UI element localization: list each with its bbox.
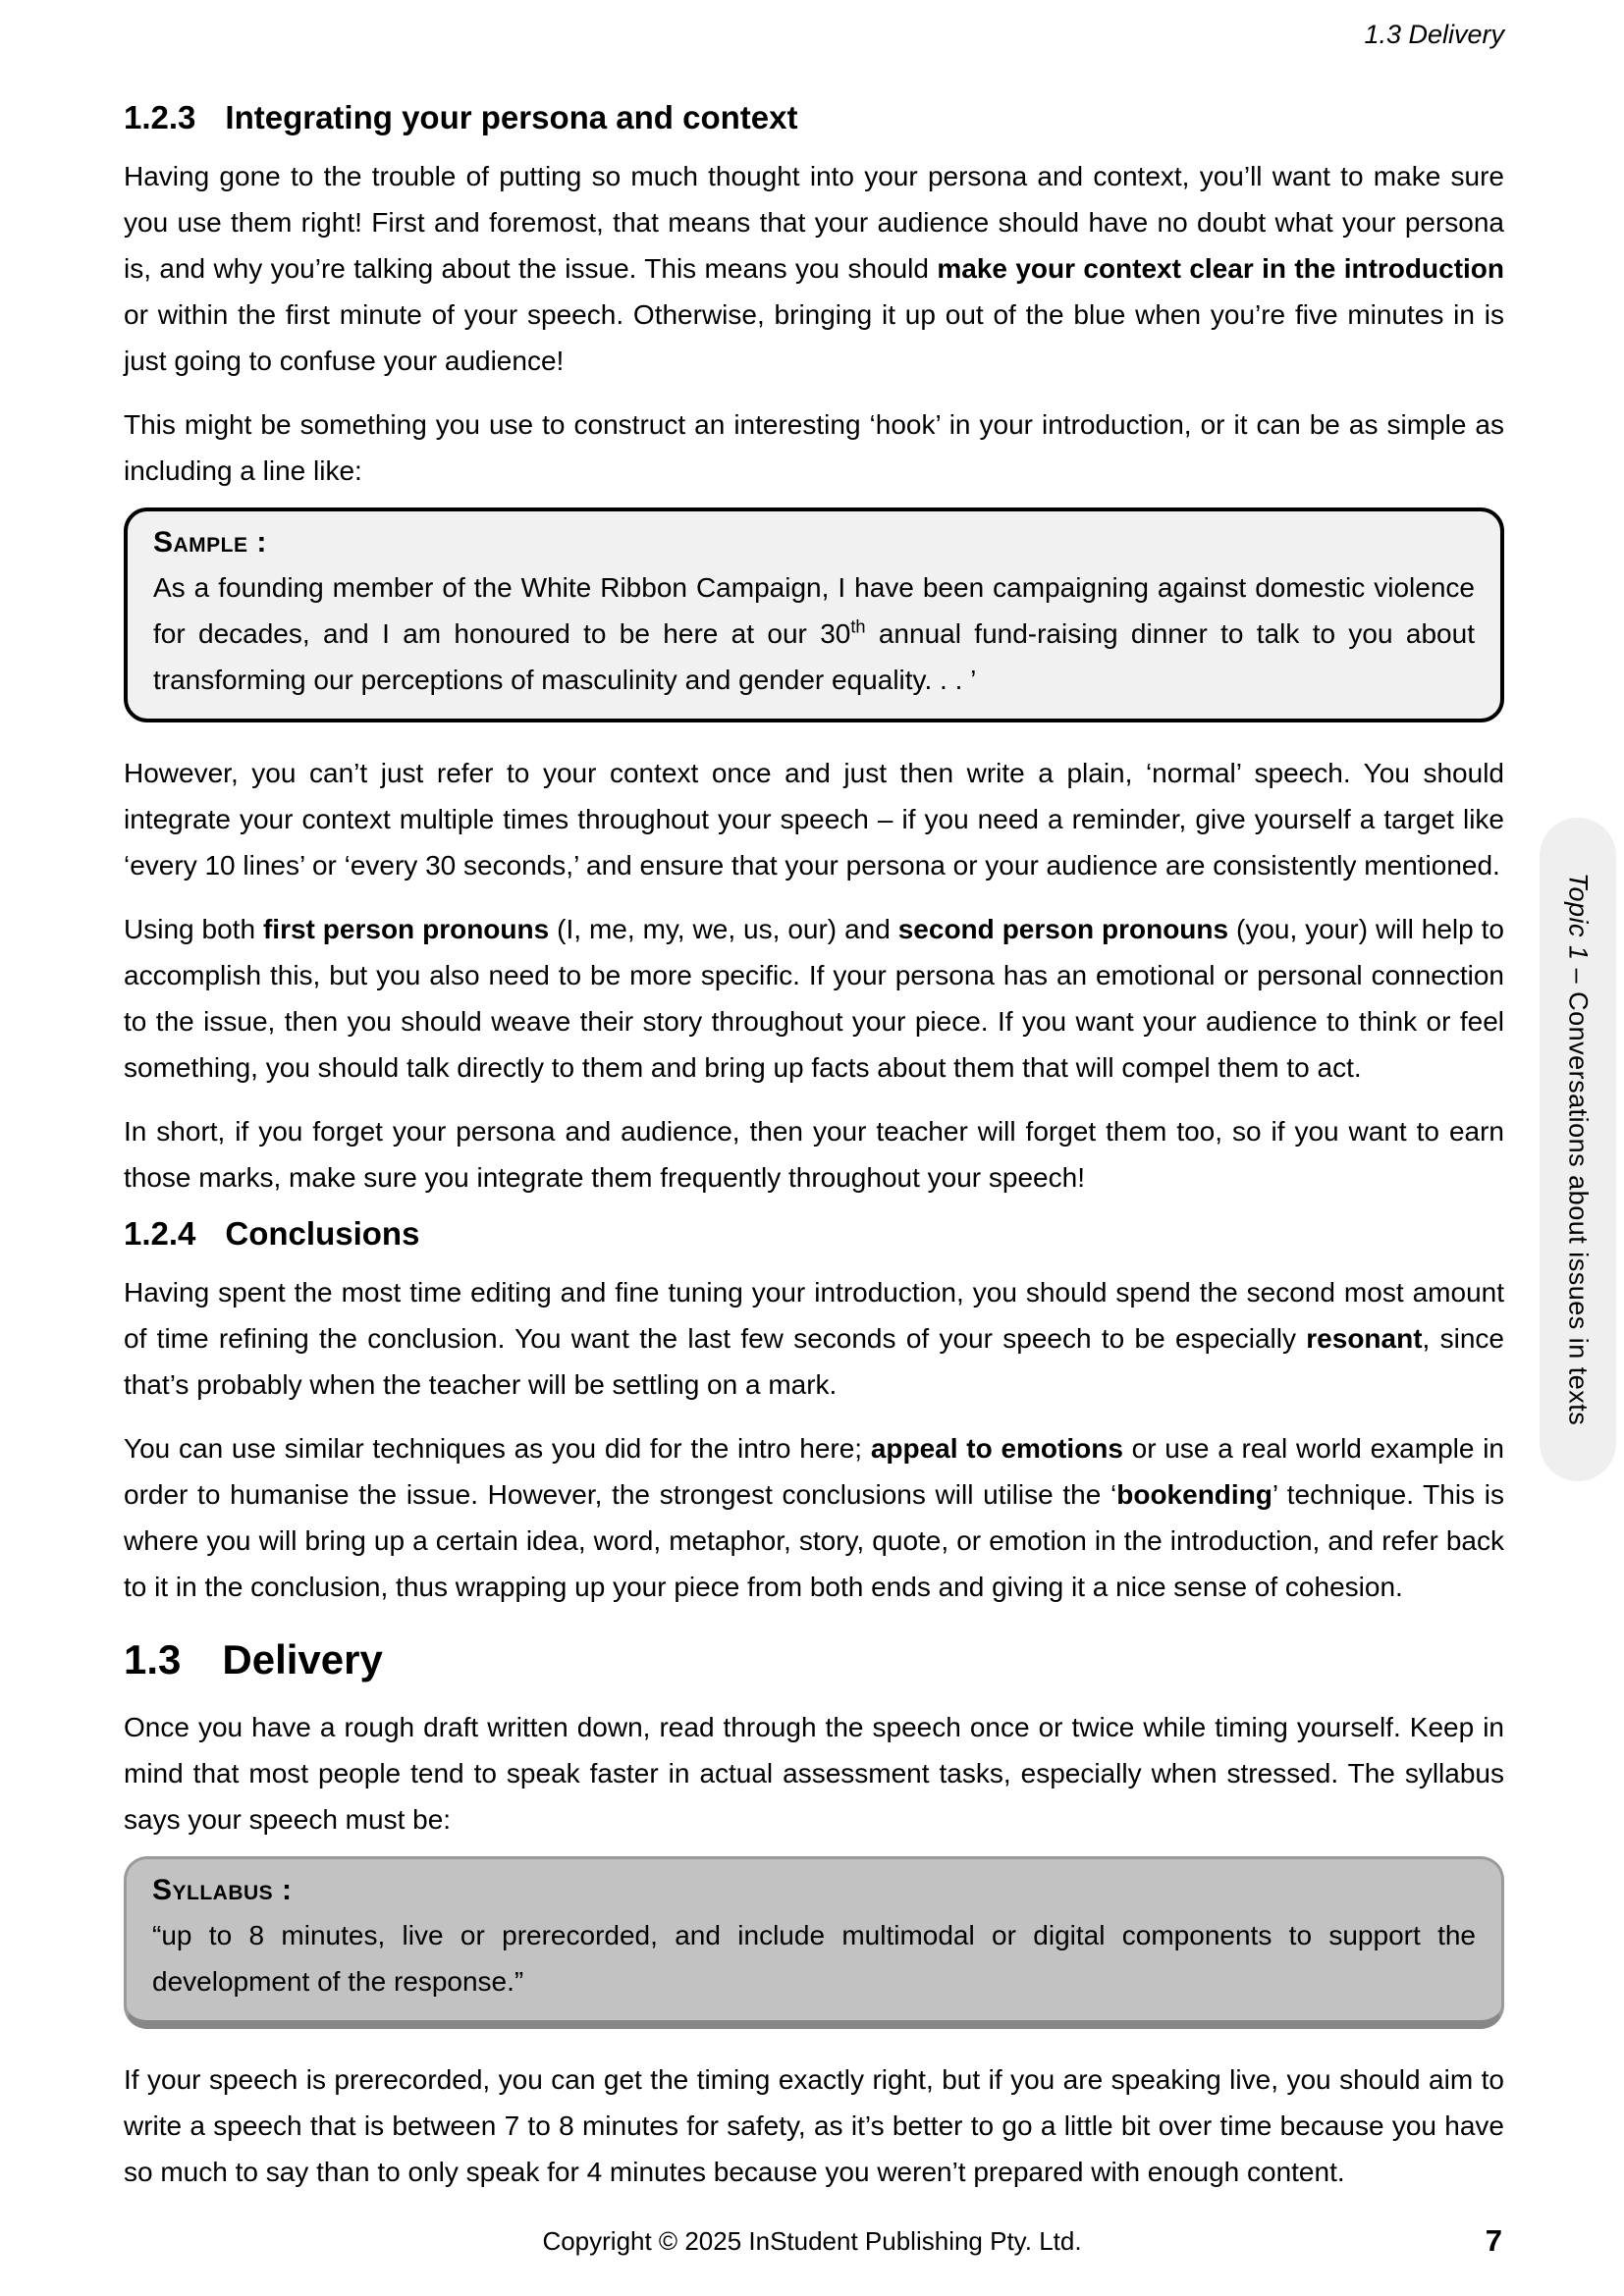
section-heading-1-2-4 [124, 1214, 1504, 1254]
paragraph-timing: If your speech is prerecorded, you can get the timing exactly right, but if you are speaking live, you should aim to write a speech that is between 7 to 8 minutes for safety, as it’s better to go a little bit over time because you have so much to say than to only speak for 4 minutes because you weren’t prepared with enough content. [124, 2064, 1504, 2187]
syllabus-box-label: Syllabus : [152, 1874, 293, 1906]
section-heading-1-3 [124, 1635, 1504, 1684]
sample-box [124, 507, 1504, 722]
paragraph-in-short: In short, if you forget your persona and audience, then your teacher will forget them too, so if you want to earn those marks, make sure you integrate them frequently throughout your speech! [124, 1116, 1504, 1193]
sample-box-label: Sample : [153, 526, 267, 559]
paragraph-hook-intro: This might be something you use to construct an interesting ‘hook’ in your introduction, or it can be as simple as including a line like: [124, 409, 1504, 486]
page-content [124, 0, 1504, 2213]
section-title: Conclusions [225, 1215, 420, 1252]
paragraph-pronouns: Using both first person pronouns (I, me, my, we, us, our) and second person pronouns (you, your) will help to accomplish this, but you also need to be more specific. If your persona has an emotional or personal connection to the issue, then you should weave their story throughout your piece. If you want your audience to think or feel something, you should talk directly to them and bring up facts about them that will compel them to act. [124, 914, 1505, 1083]
section-number: 1.2.4 [124, 1215, 196, 1252]
section-title: Integrating your persona and context [225, 99, 798, 135]
footer-copyright: Copyright © 2025 InStudent Publishing Pty. Ltd. [542, 2226, 1082, 2256]
section-number: 1.2.3 [124, 99, 196, 135]
section-number: 1.3 [124, 1636, 182, 1682]
sample-box-body: As a founding member of the White Ribbon Campaign, I have been campaigning against domestic violence for decades, and I am honoured to be here at our 30th annual fund-raising dinner to talk to you about transforming our perceptions of masculinity and gender equality. . . ’ [153, 572, 1475, 695]
page-number: 7 [1485, 2223, 1502, 2258]
running-header: 1.3 Delivery [1364, 20, 1504, 49]
side-tab-topic-1 [1540, 818, 1616, 1481]
section-heading-1-2-3 [124, 98, 1504, 137]
paragraph-integrate-context: However, you can’t just refer to your context once and just then write a plain, ‘normal’ speech. You should integrate your context multiple times throughout your speech – if you need a reminder, give yourself a target like ‘every 10 lines’ or ‘every 30 seconds,’ and ensure that your persona or your audience are consistently mentioned. [124, 758, 1504, 881]
paragraph-rough-draft: Once you have a rough draft written down, read through the speech once or twice while timing yourself. Keep in mind that most people tend to speak faster in actual assessment tasks, especially when stressed. The syllabus says your speech must be: [124, 1712, 1504, 1835]
paragraph-bookending: You can use similar techniques as you did for the intro here; appeal to emotions or use a real world example in order to humanise the issue. However, the strongest conclusions will utilise the ‘bookending’ technique. This is where you will bring up a certain idea, word, metaphor, story, quote, or emotion in the introduction, and refer back to it in the conclusion, thus wrapping up your piece from both ends and giving it a nice sense of cohesion. [124, 1433, 1504, 1602]
syllabus-box [124, 1856, 1504, 2029]
paragraph-persona-context: Having gone to the trouble of putting so much thought into your persona and context, you’ll want to make sure you use them right! First and foremost, that means that your audience should have no doubt what your persona is, and why you’re talking about the issue. This means you should make your context clear in the introduction or within the first minute of your speech. Otherwise, bringing it up out of the blue when you’re five minutes in is just going to confuse your audience! [124, 161, 1505, 376]
paragraph-conclusions-intro: Having spent the most time editing and fine tuning your introduction, you should spend the second most amount of time refining the conclusion. You want the last few seconds of your speech to be especially resonant, since that’s probably when the teacher will be settling on a mark. [124, 1277, 1504, 1400]
syllabus-box-body: “up to 8 minutes, live or prerecorded, and include multimodal or digital components to support the development of the response.” [152, 1920, 1476, 1997]
side-tab-label: Topic 1 – Conversations about issues in texts [1563, 873, 1594, 1426]
section-title: Delivery [222, 1636, 383, 1682]
